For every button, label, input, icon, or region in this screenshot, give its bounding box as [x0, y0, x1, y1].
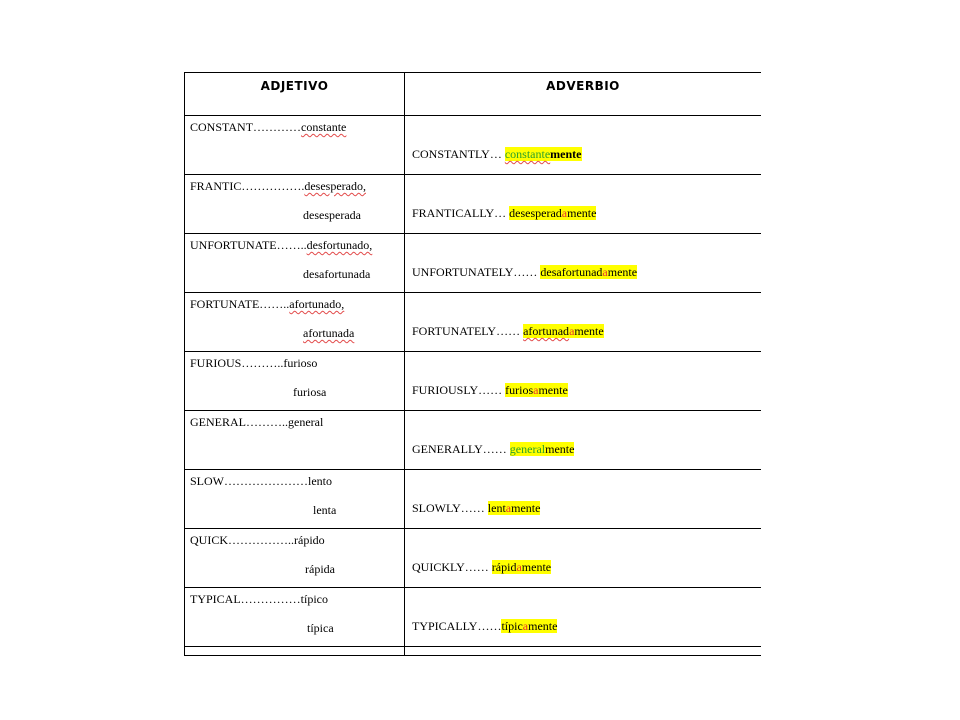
spanish-masculine: lento — [308, 474, 332, 488]
english-adjective: UNFORTUNATE — [190, 238, 277, 252]
adjective-cell — [185, 647, 405, 656]
spanish-feminine: lenta — [313, 503, 337, 517]
adjective-cell — [185, 175, 405, 234]
table-row-partial — [185, 647, 762, 656]
english-adjective: GENERAL — [190, 415, 246, 429]
spanish-adverb-highlight — [510, 442, 575, 456]
dot-leader: ……………. — [241, 179, 305, 193]
dot-leader: …….. — [259, 297, 290, 311]
spanish-adverb-highlight — [488, 501, 541, 515]
dot-leader: ……….. — [246, 415, 288, 429]
adverb-stem: típic — [501, 619, 523, 633]
feminine-a-marker: a — [533, 383, 539, 397]
adverb-stem: lent — [487, 501, 506, 515]
dot-leader: …… — [513, 265, 541, 279]
english-adjective: SLOW — [190, 474, 224, 488]
english-adverb: CONSTANTLY — [412, 147, 490, 161]
adverb-block — [405, 588, 761, 646]
adverb-cell — [405, 234, 762, 293]
adverb-cell — [405, 529, 762, 588]
english-adverb: FRANTICALLY — [412, 206, 495, 220]
mente-suffix: mente — [538, 383, 568, 397]
adverb-stem: constante — [504, 147, 551, 161]
english-adverb: TYPICALLY — [412, 619, 478, 633]
header-row — [185, 73, 762, 116]
adverb-cell — [405, 116, 762, 175]
adjective-line — [190, 533, 325, 548]
spanish-adverb-highlight — [509, 206, 596, 220]
dot-leader: ………… — [253, 120, 302, 134]
table-row — [185, 234, 762, 293]
table-row — [185, 588, 762, 647]
adjective-block — [185, 234, 404, 292]
adverb-stem: desesperad — [509, 206, 562, 220]
adverb-stem: furios — [505, 383, 534, 397]
spanish-feminine: rápida — [305, 562, 335, 576]
mente-suffix: mente — [521, 560, 552, 574]
spanish-masculine: desfortunado, — [306, 238, 373, 252]
mente-suffix: mente — [607, 265, 638, 279]
spanish-adverb-highlight — [505, 147, 582, 161]
adjective-line — [190, 474, 332, 489]
dot-leader: …… — [482, 442, 510, 456]
dot-leader: ……….. — [241, 356, 284, 370]
english-adverb: QUICKLY — [412, 560, 465, 574]
adjective-cell — [185, 352, 405, 411]
spanish-adverb-highlight — [492, 560, 551, 574]
document-page — [184, 72, 761, 656]
table-row — [185, 175, 762, 234]
spanish-adverb-highlight — [501, 619, 557, 633]
adverb-block — [405, 529, 761, 587]
english-adjective: TYPICAL — [190, 592, 241, 606]
adjective-block — [185, 470, 404, 528]
english-adjective: CONSTANT — [190, 120, 254, 134]
feminine-a-marker: a — [522, 619, 529, 633]
adverb-line — [412, 206, 596, 221]
adjective-line — [190, 120, 346, 135]
adjective-block — [185, 588, 404, 646]
adjective-cell — [185, 411, 405, 470]
spanish-adverb-highlight — [540, 265, 637, 279]
adverb-block — [405, 293, 761, 351]
spanish-masculine: afortunado, — [289, 297, 345, 311]
adjective-block — [185, 529, 404, 587]
dot-leader: … — [489, 147, 505, 161]
spanish-feminine: desesperada — [303, 208, 361, 222]
feminine-a-marker: a — [561, 206, 568, 220]
dot-leader: …… — [464, 560, 492, 574]
adjective-cell — [185, 234, 405, 293]
english-adverb: FURIOUSLY — [412, 383, 479, 397]
vocabulary-table — [184, 72, 761, 656]
dot-leader: …… — [496, 324, 524, 338]
adjective-block — [185, 411, 404, 469]
dot-leader: …… — [478, 383, 506, 397]
adverb-block — [405, 175, 761, 233]
adjective-cell — [185, 293, 405, 352]
spanish-masculine: rápido — [294, 533, 325, 547]
adjective-cell — [185, 588, 405, 647]
header-adjetivo-label: ADJETIVO — [260, 79, 329, 93]
dot-leader: …….. — [276, 238, 307, 252]
adjective-cell — [185, 470, 405, 529]
english-adverb: GENERALLY — [412, 442, 483, 456]
adverb-line — [412, 147, 582, 162]
english-adverb: SLOWLY — [412, 501, 461, 515]
spanish-masculine: típico — [300, 592, 328, 606]
adjective-cell — [185, 529, 405, 588]
feminine-a-marker: a — [569, 324, 575, 338]
adjective-block — [185, 293, 404, 351]
adverb-cell — [405, 588, 762, 647]
spanish-masculine: furioso — [283, 356, 318, 370]
dot-leader: …… — [477, 619, 502, 633]
header-adverbio — [405, 73, 762, 116]
english-adjective: FURIOUS — [190, 356, 242, 370]
spanish-adverb-highlight — [523, 324, 604, 338]
mente-suffix: mente — [545, 442, 575, 456]
dot-leader: …………….. — [228, 533, 294, 547]
adjective-line — [190, 297, 344, 312]
adverb-line — [412, 442, 574, 457]
adjective-line — [190, 179, 366, 194]
adjective-line — [190, 415, 323, 430]
english-adverb: UNFORTUNATELY — [412, 265, 514, 279]
adverb-line — [412, 619, 557, 634]
dot-leader: …………… — [240, 592, 301, 606]
dot-leader: ………………… — [224, 474, 308, 488]
adverb-block — [405, 116, 761, 174]
adverb-cell — [405, 647, 762, 656]
adverb-stem: afortunad — [523, 324, 570, 338]
adverb-stem: general — [509, 442, 546, 456]
adjective-line — [190, 356, 317, 371]
adjective-block — [185, 352, 404, 410]
mente-suffix: mente — [567, 206, 597, 220]
adverb-cell — [405, 411, 762, 470]
table-row — [185, 411, 762, 470]
spanish-feminine: furiosa — [293, 385, 327, 399]
adjective-block — [185, 116, 404, 174]
adverb-stem: rápid — [491, 560, 517, 574]
spanish-feminine: típica — [307, 621, 334, 635]
table-row — [185, 352, 762, 411]
adverb-cell — [405, 293, 762, 352]
adverb-block — [405, 470, 761, 528]
spanish-feminine: afortunada — [303, 326, 355, 340]
adverb-block — [405, 234, 761, 292]
adverb-cell — [405, 470, 762, 529]
adverb-line — [412, 501, 540, 516]
spanish-masculine: desesperado, — [304, 179, 366, 193]
table-row — [185, 529, 762, 588]
adjective-line — [190, 592, 328, 607]
spanish-masculine: constante — [301, 120, 347, 134]
adverb-cell — [405, 352, 762, 411]
mente-suffix: mente — [511, 501, 541, 515]
mente-suffix: mente — [528, 619, 558, 633]
table-row — [185, 116, 762, 175]
adjective-line — [190, 238, 372, 253]
adverb-line — [412, 324, 604, 339]
header-adjetivo — [185, 73, 405, 116]
english-adjective: QUICK — [190, 533, 228, 547]
adverb-stem: desafortunad — [540, 265, 603, 279]
adjective-cell — [185, 116, 405, 175]
table-row — [185, 470, 762, 529]
header-adverbio-label: ADVERBIO — [546, 79, 620, 93]
mente-suffix: mente — [550, 147, 582, 161]
adverb-cell — [405, 175, 762, 234]
spanish-masculine: general — [288, 415, 324, 429]
feminine-a-marker: a — [516, 560, 522, 574]
feminine-a-marker: a — [505, 501, 512, 515]
english-adverb: FORTUNATELY — [412, 324, 497, 338]
adverb-line — [412, 383, 568, 398]
english-adjective: FORTUNATE — [190, 297, 260, 311]
dot-leader: … — [494, 206, 510, 220]
spanish-adverb-highlight — [505, 383, 568, 397]
spanish-feminine: desafortunada — [303, 267, 371, 281]
adverb-line — [412, 265, 637, 280]
adjective-block — [185, 175, 404, 233]
dot-leader: …… — [460, 501, 488, 515]
english-adjective: FRANTIC — [190, 179, 242, 193]
adverb-block — [405, 352, 761, 410]
adverb-block — [405, 411, 761, 469]
table-row — [185, 293, 762, 352]
feminine-a-marker: a — [602, 265, 608, 279]
adverb-line — [412, 560, 551, 575]
mente-suffix: mente — [574, 324, 604, 338]
